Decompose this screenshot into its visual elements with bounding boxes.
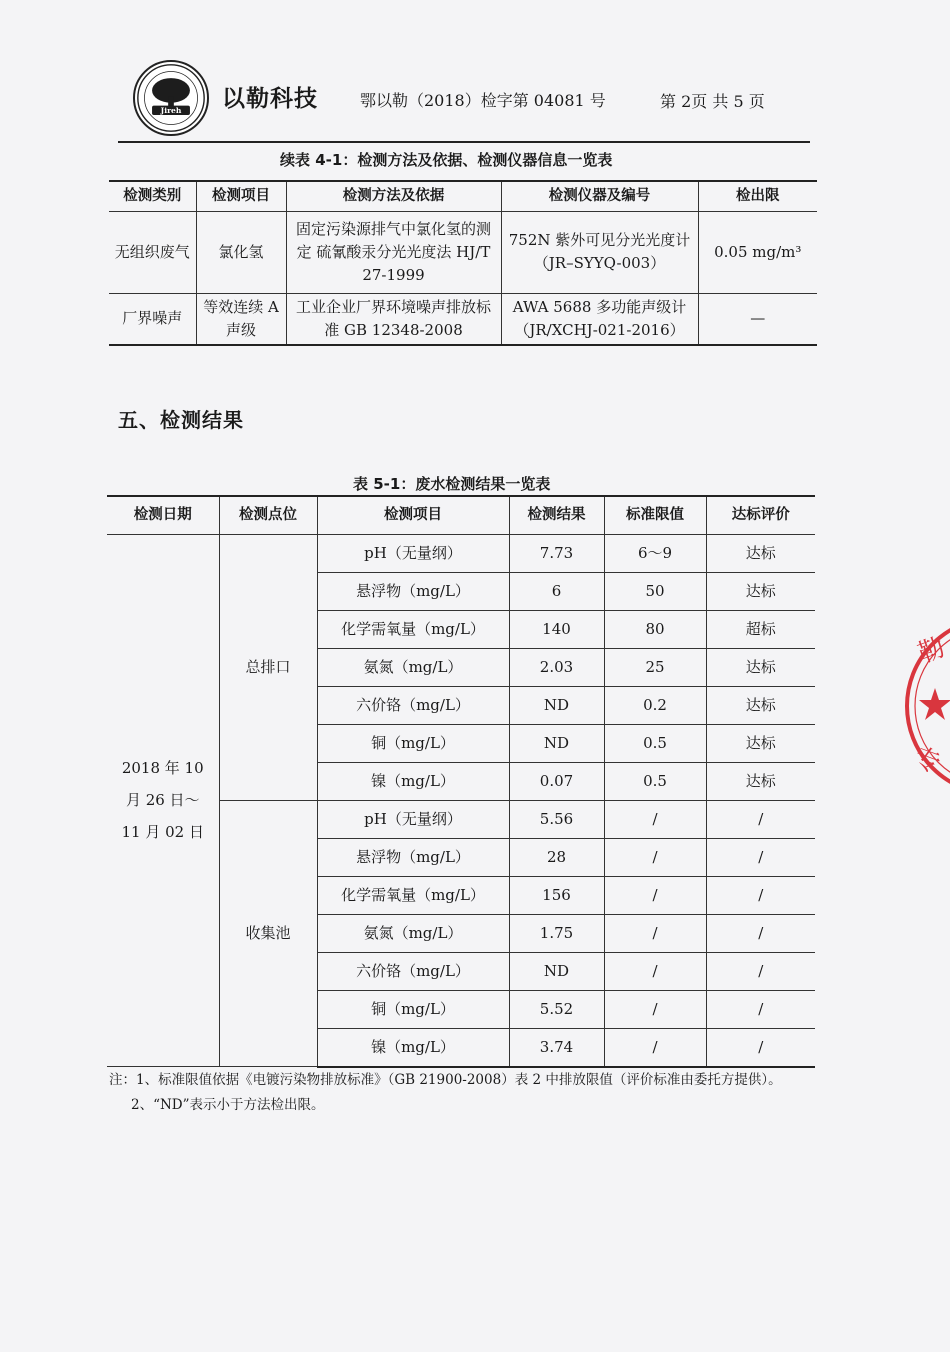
- standard-limit: 0.5: [604, 724, 706, 762]
- detection-result: ND: [509, 724, 604, 762]
- table-41: [109, 180, 817, 346]
- company-name: 以勒科技: [222, 86, 318, 112]
- table-51-header: 检测日期: [107, 496, 219, 534]
- note-line: 2、“ND”表示小于方法检出限。: [131, 1097, 325, 1113]
- standard-limit: /: [604, 952, 706, 990]
- compliance-evaluation: /: [706, 838, 815, 876]
- detection-item: 氨氮（mg/L）: [317, 648, 509, 686]
- detection-result: 0.07: [509, 762, 604, 800]
- compliance-evaluation: 达标: [706, 686, 815, 724]
- detection-result: 7.73: [509, 534, 604, 572]
- detection-category: 厂界噪声: [109, 293, 196, 345]
- compliance-evaluation: 超标: [706, 610, 815, 648]
- standard-limit: 0.5: [604, 762, 706, 800]
- table-41-header: 检测方法及依据: [286, 181, 501, 211]
- standard-limit: /: [604, 800, 706, 838]
- standard-limit: 25: [604, 648, 706, 686]
- detection-result: 28: [509, 838, 604, 876]
- table-41-header-row: [109, 181, 817, 211]
- detection-limit: —: [698, 293, 817, 345]
- detection-item: 镍（mg/L）: [317, 762, 509, 800]
- header-divider: [118, 141, 810, 143]
- report-number: 鄂以勒（2018）检字第 04081 号: [360, 91, 606, 110]
- standard-limit: 0.2: [604, 686, 706, 724]
- detection-item: 悬浮物（mg/L）: [317, 572, 509, 610]
- table-51-header: 检测点位: [219, 496, 317, 534]
- detection-instrument: AWA 5688 多功能声级计（JR/XCHJ-021-2016）: [501, 293, 698, 345]
- detection-limit: 0.05 mg/m³: [698, 211, 817, 293]
- detection-result: 2.03: [509, 648, 604, 686]
- detection-item: 化学需氧量（mg/L）: [317, 610, 509, 648]
- company-logo: [133, 60, 209, 136]
- detection-item: 铜（mg/L）: [317, 724, 509, 762]
- table-51-header: 检测项目: [317, 496, 509, 534]
- table-51-header: 检测结果: [509, 496, 604, 534]
- standard-limit: 50: [604, 572, 706, 610]
- detection-location: 收集池: [219, 800, 317, 1067]
- detection-result: 1.75: [509, 914, 604, 952]
- table-41-header: 检测类别: [109, 181, 196, 211]
- compliance-evaluation: /: [706, 914, 815, 952]
- compliance-evaluation: /: [706, 876, 815, 914]
- standard-limit: /: [604, 914, 706, 952]
- section-heading: 五、检测结果: [118, 408, 244, 432]
- detection-item: 氨氮（mg/L）: [317, 914, 509, 952]
- detection-result: 140: [509, 610, 604, 648]
- compliance-evaluation: /: [706, 800, 815, 838]
- detection-instrument: 752N 紫外可见分光光度计（JR–SYYQ-003）: [501, 211, 698, 293]
- standard-limit: 80: [604, 610, 706, 648]
- detection-result: 6: [509, 572, 604, 610]
- detection-result: 3.74: [509, 1028, 604, 1067]
- detection-item: 等效连续 A 声级: [196, 293, 286, 345]
- table-41-header: 检出限: [698, 181, 817, 211]
- compliance-evaluation: 达标: [706, 648, 815, 686]
- table-51-header-row: [107, 496, 815, 534]
- table-51-header: 标准限值: [604, 496, 706, 534]
- table-51-header: 达标评价: [706, 496, 815, 534]
- detection-item: 悬浮物（mg/L）: [317, 838, 509, 876]
- seal-char: 专: [909, 742, 945, 780]
- detection-date: 2018 年 10 月 26 日～11 月 02 日: [107, 534, 219, 1067]
- standard-limit: /: [604, 838, 706, 876]
- compliance-evaluation: /: [706, 1028, 815, 1067]
- detection-category: 无组织废气: [109, 211, 196, 293]
- detection-item: 六价铬（mg/L）: [317, 686, 509, 724]
- table-row: [107, 534, 815, 572]
- table-51-caption: 表 5-1：废水检测结果一览表: [353, 475, 551, 493]
- compliance-evaluation: 达标: [706, 762, 815, 800]
- table-51: [107, 495, 815, 1068]
- table-notes: [109, 1068, 782, 1118]
- page-indicator: 第 2页 共 5 页: [660, 92, 765, 111]
- logo-text: Jireh: [160, 106, 182, 116]
- detection-result: 5.52: [509, 990, 604, 1028]
- compliance-evaluation: /: [706, 952, 815, 990]
- table-41-header: 检测仪器及编号: [501, 181, 698, 211]
- detection-result: 5.56: [509, 800, 604, 838]
- detection-result: 156: [509, 876, 604, 914]
- table-41-header: 检测项目: [196, 181, 286, 211]
- compliance-evaluation: 达标: [706, 724, 815, 762]
- detection-item: pH（无量纲）: [317, 800, 509, 838]
- detection-item: 铜（mg/L）: [317, 990, 509, 1028]
- detection-item: 六价铬（mg/L）: [317, 952, 509, 990]
- standard-limit: 6～9: [604, 534, 706, 572]
- official-seal: [905, 608, 950, 803]
- compliance-evaluation: 达标: [706, 572, 815, 610]
- standard-limit: /: [604, 990, 706, 1028]
- detection-result: ND: [509, 686, 604, 724]
- table-row: [109, 293, 817, 345]
- standard-limit: /: [604, 876, 706, 914]
- detection-item: pH（无量纲）: [317, 534, 509, 572]
- detection-item: 镍（mg/L）: [317, 1028, 509, 1067]
- compliance-evaluation: /: [706, 990, 815, 1028]
- compliance-evaluation: 达标: [706, 534, 815, 572]
- table-row: [109, 211, 817, 293]
- detection-method: 固定污染源排气中氯化氢的测定 硫氰酸汞分光光度法 HJ/T 27-1999: [286, 211, 501, 293]
- detection-item: 氯化氢: [196, 211, 286, 293]
- detection-item: 化学需氧量（mg/L）: [317, 876, 509, 914]
- note-line: 注：1、标准限值依据《电镀污染物排放标准》（GB 21900-2008）表 2 中排放限值（评价标准由委托方提供）。: [109, 1072, 782, 1088]
- detection-method: 工业企业厂界环境噪声排放标准 GB 12348-2008: [286, 293, 501, 345]
- detection-location: 总排口: [219, 534, 317, 800]
- table-41-caption: 续表 4-1：检测方法及依据、检测仪器信息一览表: [280, 151, 613, 169]
- seal-char: 勒: [914, 632, 949, 670]
- detection-result: ND: [509, 952, 604, 990]
- standard-limit: /: [604, 1028, 706, 1067]
